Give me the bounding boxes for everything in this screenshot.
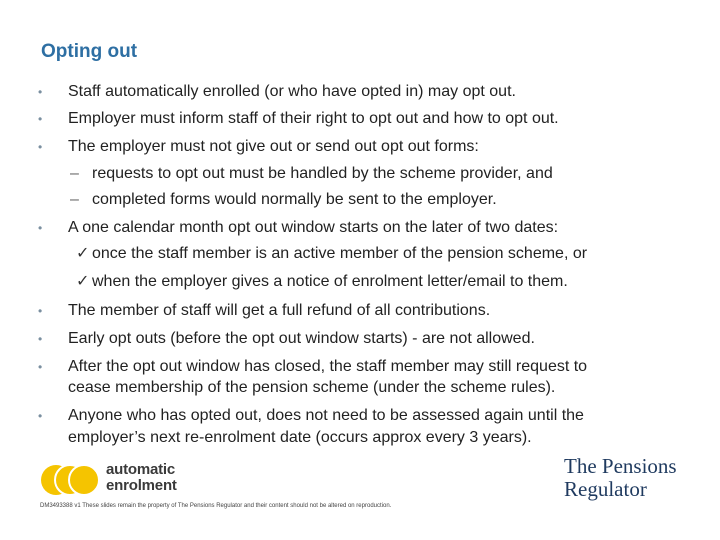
bullet-text: The employer must not give out or send out opt out forms: (68, 138, 479, 155)
automatic-enrolment-text (106, 462, 177, 494)
bullet-text: After the opt out window has closed, the staff member may still request to (68, 358, 588, 375)
tpr-line2: Regulator (564, 477, 647, 501)
bullet-text: Anyone who has opted out, does not need to be assessed again until the (68, 407, 584, 424)
bullet-text: The member of staff will get a full refund of all contributions. (68, 302, 491, 319)
checkmark-icon: ✓ (76, 245, 90, 262)
automatic-enrolment-logo (40, 460, 200, 500)
bullet-marker: • (38, 332, 43, 346)
sub-text: requests to opt out must be handled by the scheme provider, and (92, 165, 553, 182)
check-text: when the employer gives a notice of enrolment letter/email to them. (92, 273, 568, 290)
bullet-text: employer’s next re-enrolment date (occurs approx every 3 years). (68, 429, 532, 446)
checkmark-icon: ✓ (76, 273, 90, 290)
bullet-marker: • (38, 304, 43, 318)
bullet-text: cease membership of the pension scheme (under the scheme rules). (68, 379, 556, 396)
dash-marker: – (70, 191, 79, 208)
pensions-regulator-logo (564, 455, 714, 501)
bullet-marker: • (38, 409, 43, 423)
bullet-marker: • (38, 85, 43, 99)
bullet-text: Early opt outs (before the opt out window starts) - are not allowed. (68, 330, 535, 347)
logo-circle (69, 465, 99, 495)
bullet-text: A one calendar month opt out window starts on the later of two dates: (68, 219, 559, 236)
check-text: once the staff member is an active member of the pension scheme, or (92, 245, 588, 262)
yellow-circles-icon (40, 460, 104, 500)
bullet-text: Employer must inform staff of their right to opt out and how to opt out. (68, 110, 559, 127)
bullet-marker: • (38, 112, 43, 126)
bullet-marker: • (38, 140, 43, 154)
slide-title: Opting out (41, 41, 138, 62)
sub-text: completed forms would normally be sent to the employer. (92, 191, 497, 208)
ae-line2: enrolment (106, 477, 177, 494)
footer-note: DM3493388 v1 These slides remain the property of The Pensions Regulator and their content should not be altered on reproduction. (40, 503, 392, 509)
bullet-text: Staff automatically enrolled (or who have opted in) may opt out. (68, 83, 516, 100)
tpr-line1: The Pensions (564, 454, 677, 478)
bullet-marker: • (38, 360, 43, 374)
bullet-marker: • (38, 221, 43, 235)
dash-marker: – (70, 165, 79, 182)
ae-line1: automatic (106, 461, 176, 478)
